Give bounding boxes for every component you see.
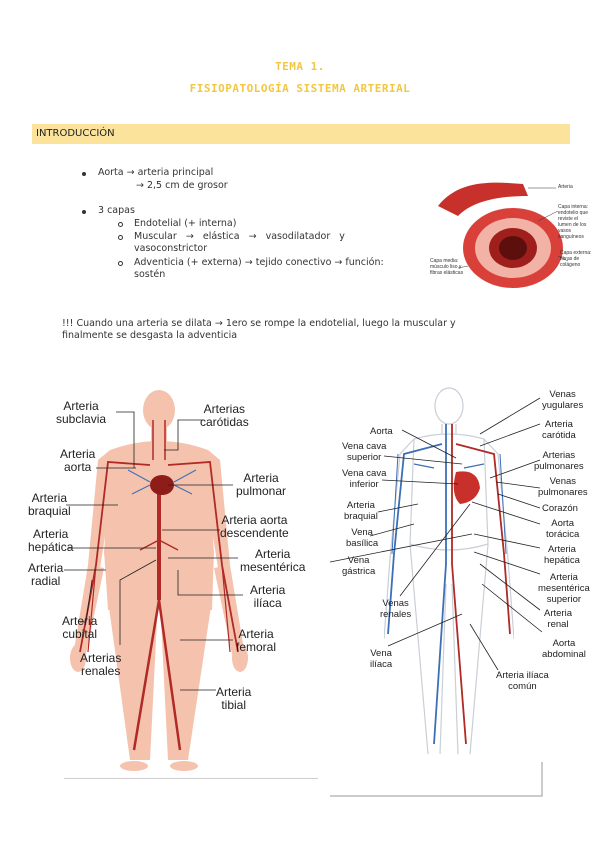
label-aorta-toracica: Aorta torácica bbox=[546, 518, 580, 540]
sub-adventicia-cont: sostén bbox=[134, 269, 166, 280]
label-arteria-mesenterica: Arteria mesentérica bbox=[240, 547, 306, 574]
label-arteria-mesenterica-superior: Arteria mesentérica superior bbox=[538, 572, 590, 605]
figure-divider bbox=[64, 778, 318, 779]
sub-bullet-circle bbox=[118, 222, 123, 227]
label-arteria-iliaca-comun: Arteria ilíaca común bbox=[496, 670, 549, 692]
sub-bullet-circle bbox=[118, 261, 123, 266]
page-title: TEMA 1. bbox=[275, 60, 325, 73]
label-arteria-tibial: Arteria tibial bbox=[216, 685, 252, 712]
label-venas-renales: Venas renales bbox=[380, 598, 412, 620]
label-arteria-aorta: Arteria aorta bbox=[60, 447, 96, 474]
label-capa-externa: Capa externa: fibras de colágeno bbox=[560, 250, 592, 268]
sub-muscular: Muscular → elástica → vasodilatador y bbox=[134, 231, 345, 242]
item-aorta: Aorta → arteria principal bbox=[98, 167, 214, 178]
sub-bullet-circle bbox=[118, 235, 123, 240]
sub-adventicia: Adventicia (+ externa) → tejido conectivo → función: bbox=[134, 257, 384, 268]
label-corazon: Corazón bbox=[542, 503, 578, 514]
item-aorta-thickness: → 2,5 cm de grosor bbox=[136, 180, 228, 191]
label-arteria-braquial: Arteria braquial bbox=[28, 491, 71, 518]
sub-muscular-cont: vasoconstrictor bbox=[134, 243, 208, 254]
label-arteria-renal: Arteria renal bbox=[544, 608, 572, 630]
label-arteria-braquial-right: Arteria braquial bbox=[344, 500, 378, 522]
label-vena-iliaca: Vena ilíaca bbox=[370, 648, 393, 670]
label-arteria-hepatica-right: Arteria hepática bbox=[544, 544, 580, 566]
label-vena-cava-superior: Vena cava superior bbox=[342, 441, 387, 463]
label-arteria-cubital: Arteria cubital bbox=[62, 614, 98, 641]
label-arteria-subclavia: Arteria subclavia bbox=[56, 399, 107, 426]
label-arteria-femoral: Arteria femoral bbox=[236, 627, 277, 654]
item-capas: 3 capas bbox=[98, 205, 135, 216]
page-subtitle: FISIOPATOLOGÍA SISTEMA ARTERIAL bbox=[189, 82, 411, 95]
label-aorta: Aorta bbox=[370, 426, 393, 437]
label-arteria-radial: Arteria radial bbox=[28, 561, 64, 588]
label-arteria-aorta-descendente: Arteria aorta descendente bbox=[220, 513, 289, 540]
label-arteria-hepatica: Arteria hepática bbox=[28, 527, 74, 554]
label-venas-yugulares: Venas yugulares bbox=[542, 389, 584, 411]
label-arterias-carotidas: Arterias carótidas bbox=[200, 402, 249, 429]
label-vena-cava-inferior: Vena cava inferior bbox=[342, 468, 387, 490]
label-venas-pulmonares: Venas pulmonares bbox=[538, 476, 588, 498]
sub-endotelial: Endotelial (+ interna) bbox=[134, 218, 237, 229]
label-arteria-iliaca: Arteria ilíaca bbox=[250, 583, 286, 610]
section-heading-label: INTRODUCCIÓN bbox=[36, 128, 115, 139]
label-arteria-carotida: Arteria carótida bbox=[542, 419, 576, 441]
label-arterias-renales: Arterias renales bbox=[80, 651, 122, 678]
section-heading bbox=[32, 124, 570, 144]
label-vena-basilica: Vena basílica bbox=[346, 527, 379, 549]
bullet-dot bbox=[82, 210, 86, 214]
label-capa-media: Capa media: músculo liso y fibras elásticas bbox=[430, 258, 464, 276]
bullet-dot bbox=[82, 172, 86, 176]
label-capa-interna: Capa interna: endotelio que reviste el lumen de los vasos sanguíneos bbox=[558, 204, 589, 240]
label-arterias-pulmonares: Arterias pulmonares bbox=[534, 450, 584, 472]
note-dilatation-cont: finalmente se desgasta la adventicia bbox=[62, 330, 238, 341]
label-aorta-abdominal: Aorta abdominal bbox=[542, 638, 586, 660]
label-arteria-pulmonar: Arteria pulmonar bbox=[236, 471, 287, 498]
note-dilatation: !!! Cuando una arteria se dilata → 1ero se rompe la endotelial, luego la muscular y bbox=[62, 318, 456, 329]
label-arteria-layer: Arteria bbox=[558, 184, 573, 190]
label-vena-gastrica: Vena gástrica bbox=[342, 555, 376, 577]
